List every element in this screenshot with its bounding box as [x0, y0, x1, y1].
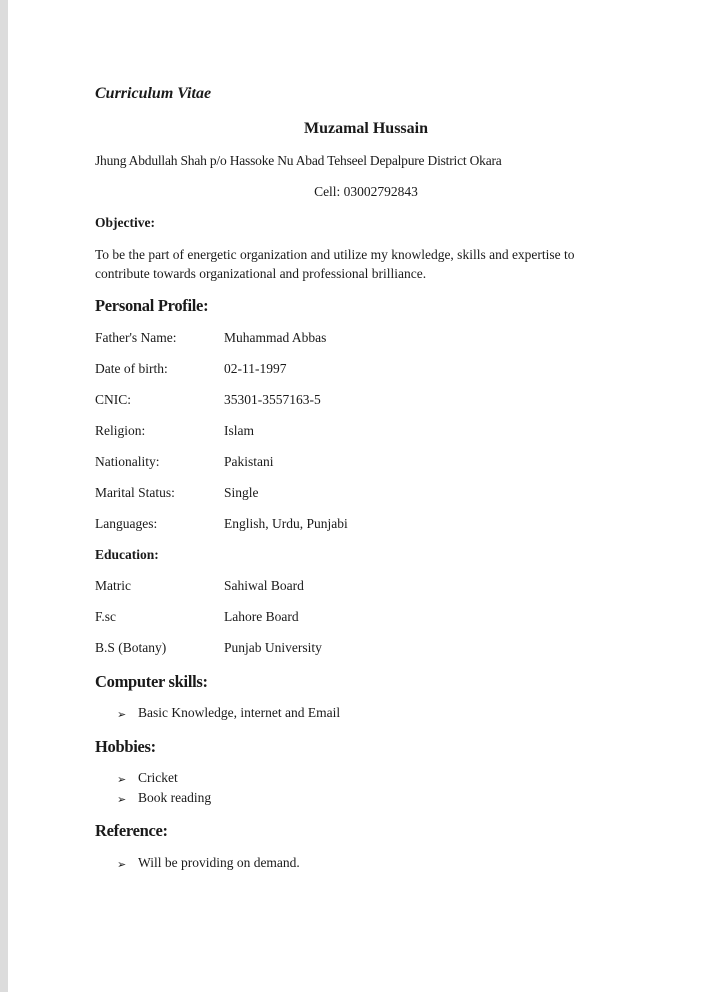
profile-label: Date of birth:: [95, 361, 168, 376]
candidate-name: Muzamal Hussain: [303, 120, 428, 137]
address: Jhung Abdullah Shah p/o Hassoke Nu Abad Tehseel Depalpure District Okara: [95, 153, 502, 168]
personal-profile-heading: Personal Profile:: [95, 296, 209, 315]
arrow-bullet-icon: ➢: [117, 709, 127, 721]
education-value: Lahore Board: [224, 609, 299, 624]
education-value: Punjab University: [224, 640, 322, 655]
profile-value: Islam: [224, 423, 254, 438]
computer-skill-item: Basic Knowledge, internet and Email: [138, 705, 341, 720]
reference-heading: Reference:: [95, 821, 168, 840]
profile-label: Nationality:: [95, 454, 160, 469]
education-heading: Education:: [95, 547, 159, 562]
hobby-item: Cricket: [138, 770, 178, 785]
profile-label: CNIC:: [95, 392, 132, 407]
objective-heading: Objective:: [95, 215, 155, 230]
profile-label: Religion:: [95, 423, 146, 438]
profile-value: 02-11-1997: [224, 361, 287, 376]
computer-skills-heading: Computer skills:: [95, 672, 208, 691]
arrow-bullet-icon: ➢: [117, 859, 127, 871]
profile-value: English, Urdu, Punjabi: [224, 516, 348, 531]
objective-text: To be the part of energetic organization and utilize my knowledge, skills and expertise to contribute towards organizational and professional brilliance.: [95, 247, 575, 281]
cell-number: Cell: 03002792843: [314, 184, 418, 199]
profile-label: Marital Status:: [95, 485, 175, 500]
profile-label: Languages:: [95, 516, 158, 531]
reference-item: Will be providing on demand.: [138, 855, 300, 870]
profile-value: Muhammad Abbas: [224, 330, 327, 345]
education-value: Sahiwal Board: [224, 578, 304, 593]
education-label: B.S (Botany): [95, 640, 167, 655]
hobby-item: Book reading: [138, 790, 212, 805]
arrow-bullet-icon: ➢: [117, 774, 127, 786]
arrow-bullet-icon: ➢: [117, 794, 127, 806]
profile-label: Father's Name:: [95, 330, 177, 345]
education-label: F.sc: [95, 609, 117, 624]
profile-value: Pakistani: [224, 454, 274, 469]
profile-value: Single: [224, 485, 259, 500]
education-label: Matric: [95, 578, 131, 593]
document-title: Curriculum Vitae: [95, 85, 212, 102]
profile-value: 35301-3557163-5: [224, 392, 321, 407]
hobbies-heading: Hobbies:: [95, 737, 156, 756]
